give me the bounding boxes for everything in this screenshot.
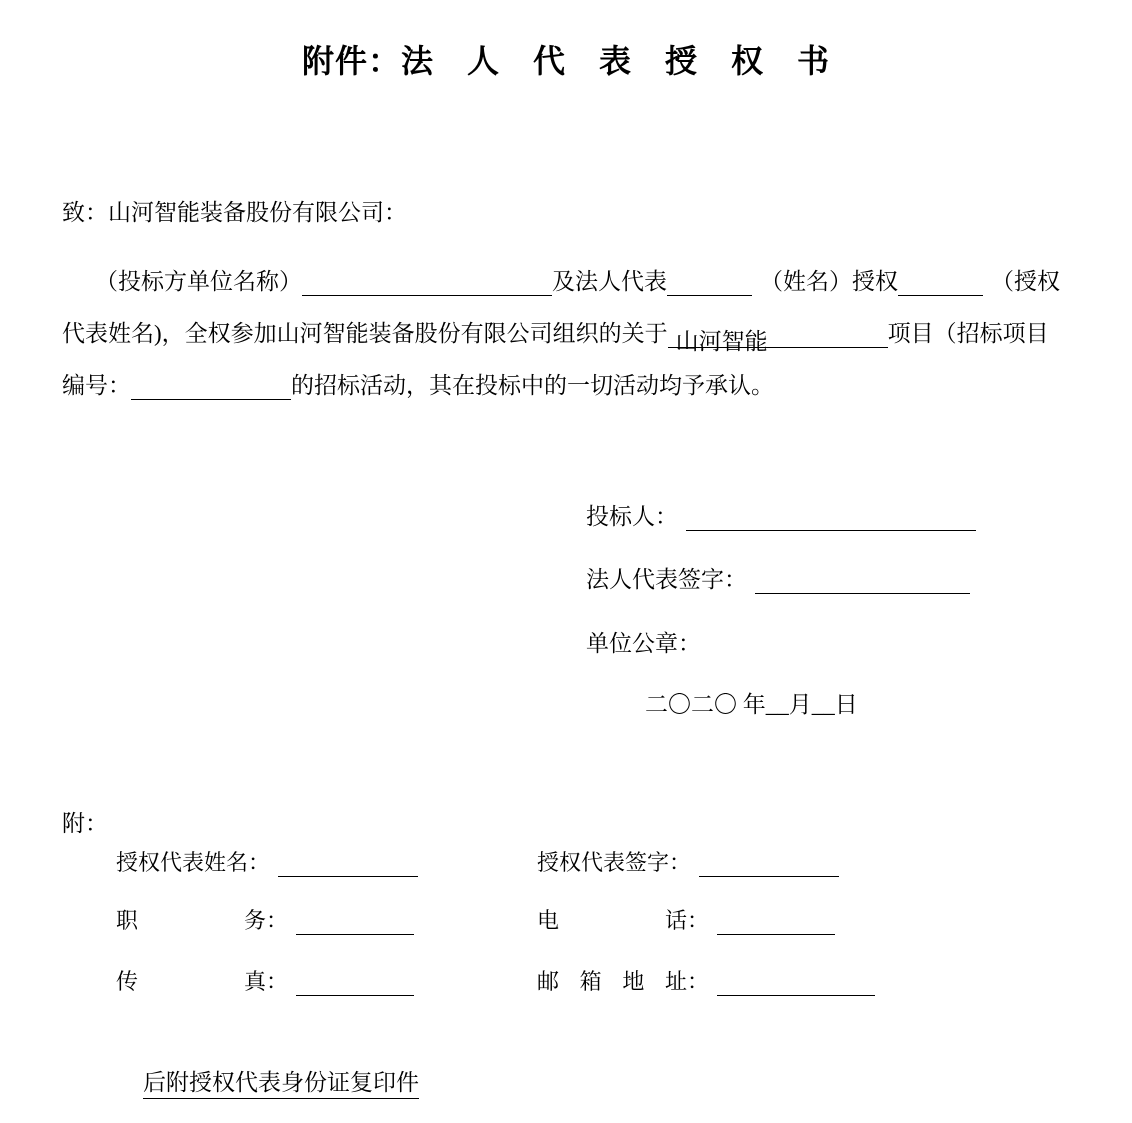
id-copy-note-line bbox=[143, 1064, 419, 1097]
project-name-value: 山河智能 bbox=[675, 328, 768, 354]
colon: ： bbox=[266, 908, 289, 933]
bidder-unit-name-blank[interactable] bbox=[302, 271, 552, 296]
fax-field bbox=[116, 965, 414, 996]
document-title: 附件：法 人 代 表 授 权 书 bbox=[301, 43, 830, 79]
rep-name-blank[interactable] bbox=[278, 853, 418, 877]
project-name-blank[interactable] bbox=[668, 323, 888, 354]
rep-sign-label: 授权代表签字 bbox=[537, 850, 670, 875]
salutation-line: 致：山河智能装备股份有限公司： bbox=[62, 200, 407, 225]
line1-tail-text: （授权 bbox=[991, 269, 1060, 294]
authorized-name-blank[interactable] bbox=[898, 271, 983, 296]
legal-rep-signature-line bbox=[586, 561, 970, 594]
line3-pre-text: 编号： bbox=[62, 373, 131, 398]
body-line-3 bbox=[62, 367, 774, 400]
body-line-1 bbox=[62, 263, 1060, 296]
date-line: 二〇二〇 年__月__日 bbox=[645, 692, 858, 717]
legal-rep-signature-blank[interactable] bbox=[755, 569, 970, 594]
rep-name-field bbox=[116, 846, 418, 877]
phone-blank[interactable] bbox=[717, 911, 835, 935]
colon: ： bbox=[669, 850, 692, 875]
legal-rep-name-blank[interactable] bbox=[667, 271, 752, 296]
legal-rep-sign-label: 法人代表签字： bbox=[586, 567, 747, 592]
colon: ： bbox=[687, 969, 710, 994]
line1-mid2-text: （姓名）授权 bbox=[760, 269, 898, 294]
position-label: 职务 bbox=[116, 908, 266, 933]
fax-label: 传真 bbox=[116, 969, 266, 994]
phone-label: 电话 bbox=[537, 908, 687, 933]
tender-number-blank[interactable] bbox=[131, 375, 291, 400]
line2-tail-text: 项目（招标项目 bbox=[887, 321, 1049, 346]
company-seal-label: 单位公章： bbox=[586, 631, 701, 656]
attachment-heading: 附： bbox=[62, 811, 108, 836]
bidder-signature-line bbox=[586, 498, 976, 531]
line3-tail-text: 的招标活动，其在投标中的一切活动均予承认。 bbox=[291, 373, 774, 398]
fax-blank[interactable] bbox=[296, 972, 414, 996]
position-field bbox=[116, 904, 414, 935]
email-blank[interactable] bbox=[717, 972, 875, 996]
bidder-signature-blank[interactable] bbox=[686, 506, 976, 531]
rep-name-label: 授权代表姓名 bbox=[116, 850, 249, 875]
body-line-2 bbox=[62, 315, 1049, 354]
line1-mid1-text: 及法人代表 bbox=[552, 269, 667, 294]
rep-sign-blank[interactable] bbox=[699, 853, 839, 877]
bidder-label: 投标人： bbox=[586, 504, 678, 529]
colon: ： bbox=[687, 908, 710, 933]
rep-sign-field bbox=[537, 846, 839, 877]
colon: ： bbox=[266, 969, 289, 994]
position-blank[interactable] bbox=[296, 911, 414, 935]
phone-field bbox=[537, 904, 835, 935]
line2-pre-text: 代表姓名)，全权参加山河智能装备股份有限公司组织的关于 bbox=[62, 321, 668, 346]
id-copy-note: 后附授权代表身份证复印件 bbox=[143, 1070, 419, 1099]
email-field bbox=[537, 965, 875, 996]
line1-pre-text: （投标方单位名称） bbox=[95, 269, 302, 294]
colon: ： bbox=[248, 850, 271, 875]
email-label: 邮箱地址 bbox=[537, 969, 687, 994]
